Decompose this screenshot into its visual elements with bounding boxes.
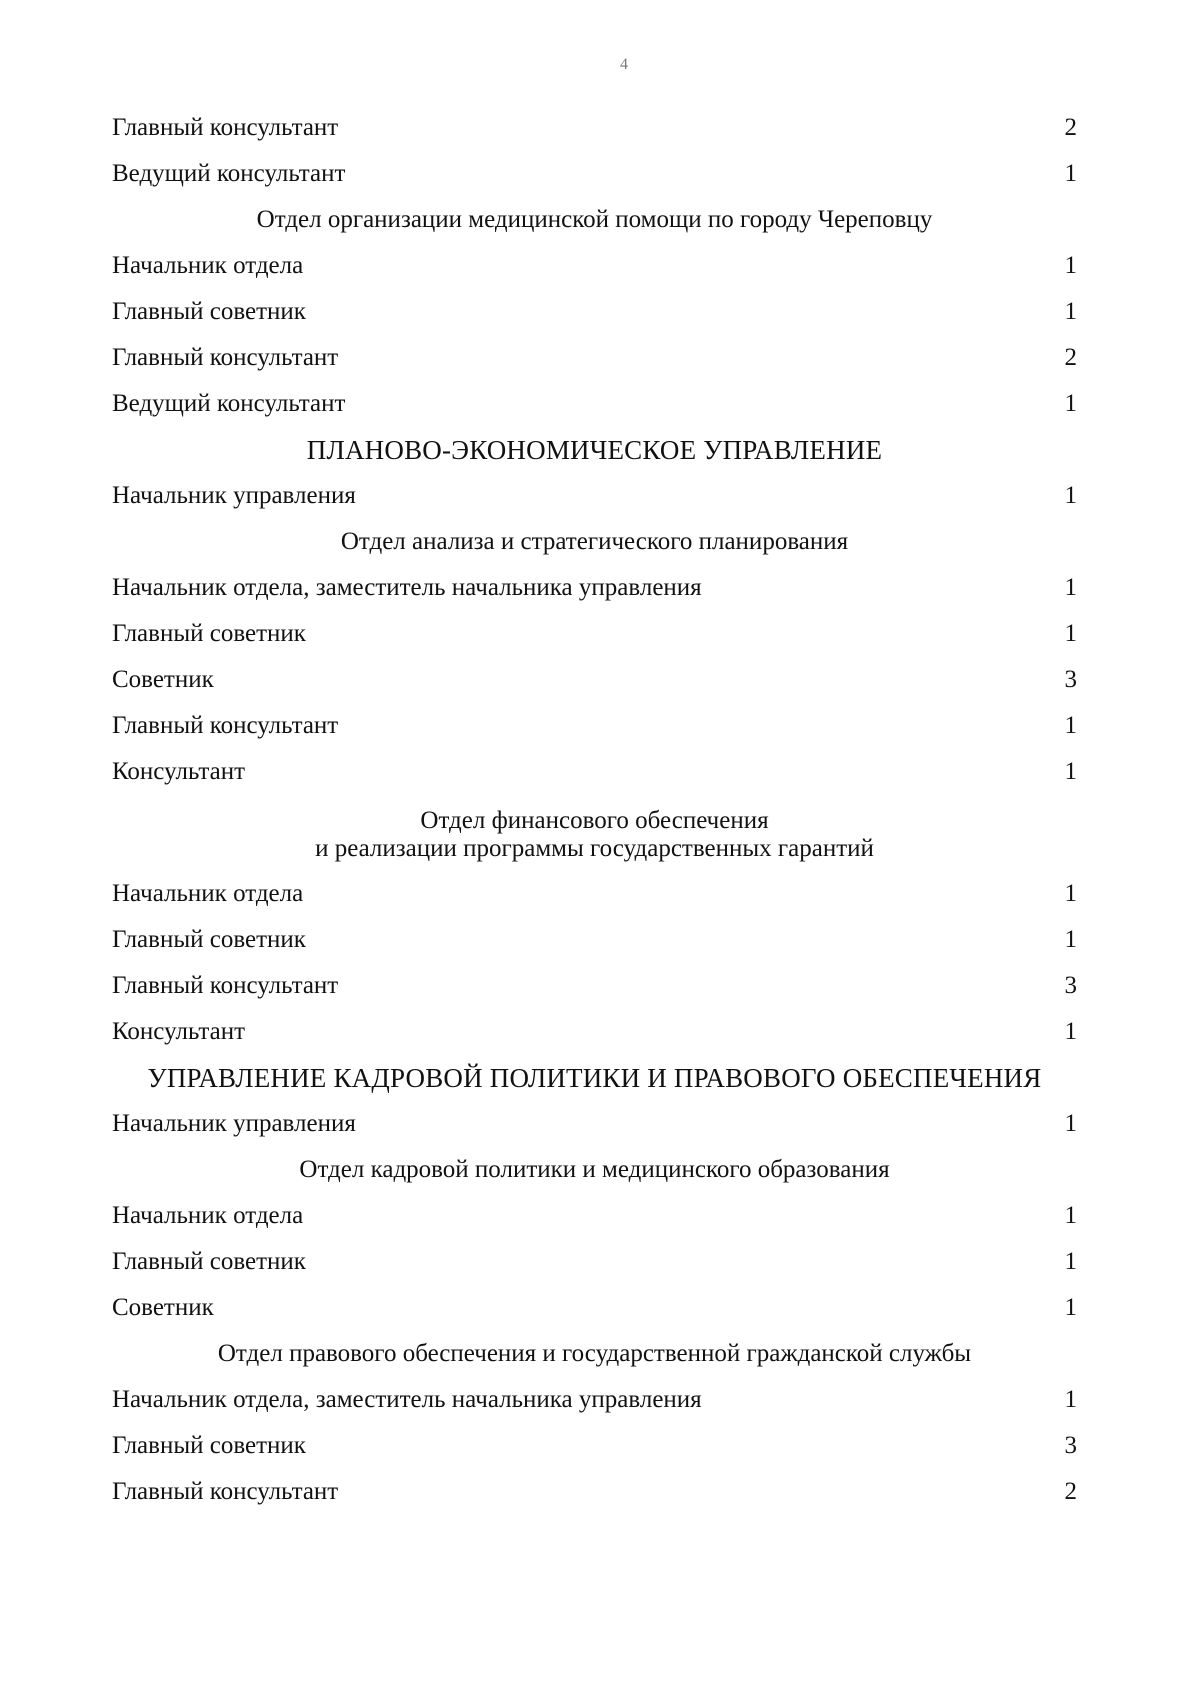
position-title: Начальник управления: [112, 1110, 356, 1137]
position-title: Консультант: [112, 758, 246, 785]
position-row: [112, 381, 1077, 427]
position-count: 1: [1064, 252, 1077, 279]
page-number: 4: [620, 56, 628, 73]
position-count: 3: [1064, 666, 1077, 693]
position-row: [112, 871, 1077, 917]
department-heading: [112, 519, 1077, 565]
position-row: [112, 1423, 1077, 1469]
department-heading: [112, 795, 1077, 871]
position-row: [112, 1193, 1077, 1239]
position-title: Главный консультант: [112, 712, 339, 739]
department-heading-line: Отдел финансового обеспечения: [420, 807, 769, 834]
position-count: 3: [1064, 972, 1077, 999]
position-row: [112, 1285, 1077, 1331]
position-title: Главный советник: [112, 298, 306, 325]
department-heading-line: Отдел правового обеспечения и государственной гражданской службы: [217, 1340, 972, 1367]
position-count: 1: [1064, 712, 1077, 739]
position-count: 1: [1064, 1294, 1077, 1321]
position-count: 1: [1064, 1202, 1077, 1229]
position-title: Начальник отдела: [112, 252, 304, 279]
position-row: [112, 611, 1077, 657]
position-count: 1: [1064, 574, 1077, 601]
position-row: [112, 289, 1077, 335]
position-row: [112, 1469, 1077, 1515]
department-heading-line: Отдел анализа и стратегического планирования: [340, 528, 849, 555]
department-heading: [112, 197, 1077, 243]
position-row: [112, 917, 1077, 963]
position-count: 1: [1064, 1018, 1077, 1045]
department-heading-line: и реализации программы государственных гарантий: [315, 835, 874, 862]
position-row: [112, 1101, 1077, 1147]
position-title: Главный консультант: [112, 114, 339, 141]
position-row: [112, 565, 1077, 611]
position-count: 1: [1064, 298, 1077, 325]
position-title: Главный советник: [112, 926, 306, 953]
position-title: Главный консультант: [112, 344, 339, 371]
position-count: 3: [1064, 1432, 1077, 1459]
position-title: Советник: [112, 1294, 214, 1321]
position-count: 2: [1064, 1478, 1077, 1505]
position-title: Главный советник: [112, 1248, 306, 1275]
position-count: 1: [1064, 160, 1077, 187]
position-row: [112, 749, 1077, 795]
position-row: [112, 105, 1077, 151]
position-title: Начальник отдела: [112, 880, 304, 907]
position-title: Консультант: [112, 1018, 246, 1045]
position-row: [112, 243, 1077, 289]
position-count: 1: [1064, 390, 1077, 417]
position-title: Начальник отдела, заместитель начальника управления: [112, 574, 702, 601]
position-count: 1: [1064, 482, 1077, 509]
position-row: [112, 703, 1077, 749]
position-row: [112, 657, 1077, 703]
department-heading: [112, 1331, 1077, 1377]
staff-list: [112, 105, 1077, 1515]
position-row: [112, 473, 1077, 519]
position-count: 2: [1064, 344, 1077, 371]
position-count: 1: [1064, 880, 1077, 907]
position-title: Ведущий консультант: [112, 390, 346, 417]
position-row: [112, 963, 1077, 1009]
directorate-heading: УПРАВЛЕНИЕ КАДРОВОЙ ПОЛИТИКИ И ПРАВОВОГО ОБЕСПЕЧЕНИЯ: [147, 1063, 1042, 1093]
position-title: Начальник управления: [112, 482, 356, 509]
department-heading-line: Отдел организации медицинской помощи по городу Череповцу: [256, 206, 933, 233]
position-count: 1: [1064, 1110, 1077, 1137]
position-count: 2: [1064, 114, 1077, 141]
department-heading-line: Отдел кадровой политики и медицинского образования: [299, 1156, 890, 1183]
position-count: 1: [1064, 1248, 1077, 1275]
department-heading: [112, 1147, 1077, 1193]
position-title: Начальник отдела: [112, 1202, 304, 1229]
position-title: Советник: [112, 666, 214, 693]
position-row: [112, 1377, 1077, 1423]
position-title: Главный советник: [112, 1432, 306, 1459]
position-title: Главный советник: [112, 620, 306, 647]
position-title: Главный консультант: [112, 972, 339, 999]
position-title: Главный консультант: [112, 1478, 339, 1505]
position-row: [112, 1239, 1077, 1285]
position-count: 1: [1064, 1386, 1077, 1413]
position-title: Начальник отдела, заместитель начальника управления: [112, 1386, 702, 1413]
position-title: Ведущий консультант: [112, 160, 346, 187]
position-row: [112, 151, 1077, 197]
position-count: 1: [1064, 758, 1077, 785]
position-row: [112, 1009, 1077, 1055]
directorate-heading: ПЛАНОВО-ЭКОНОМИЧЕСКОЕ УПРАВЛЕНИЕ: [306, 435, 883, 465]
position-row: [112, 335, 1077, 381]
position-count: 1: [1064, 620, 1077, 647]
position-count: 1: [1064, 926, 1077, 953]
